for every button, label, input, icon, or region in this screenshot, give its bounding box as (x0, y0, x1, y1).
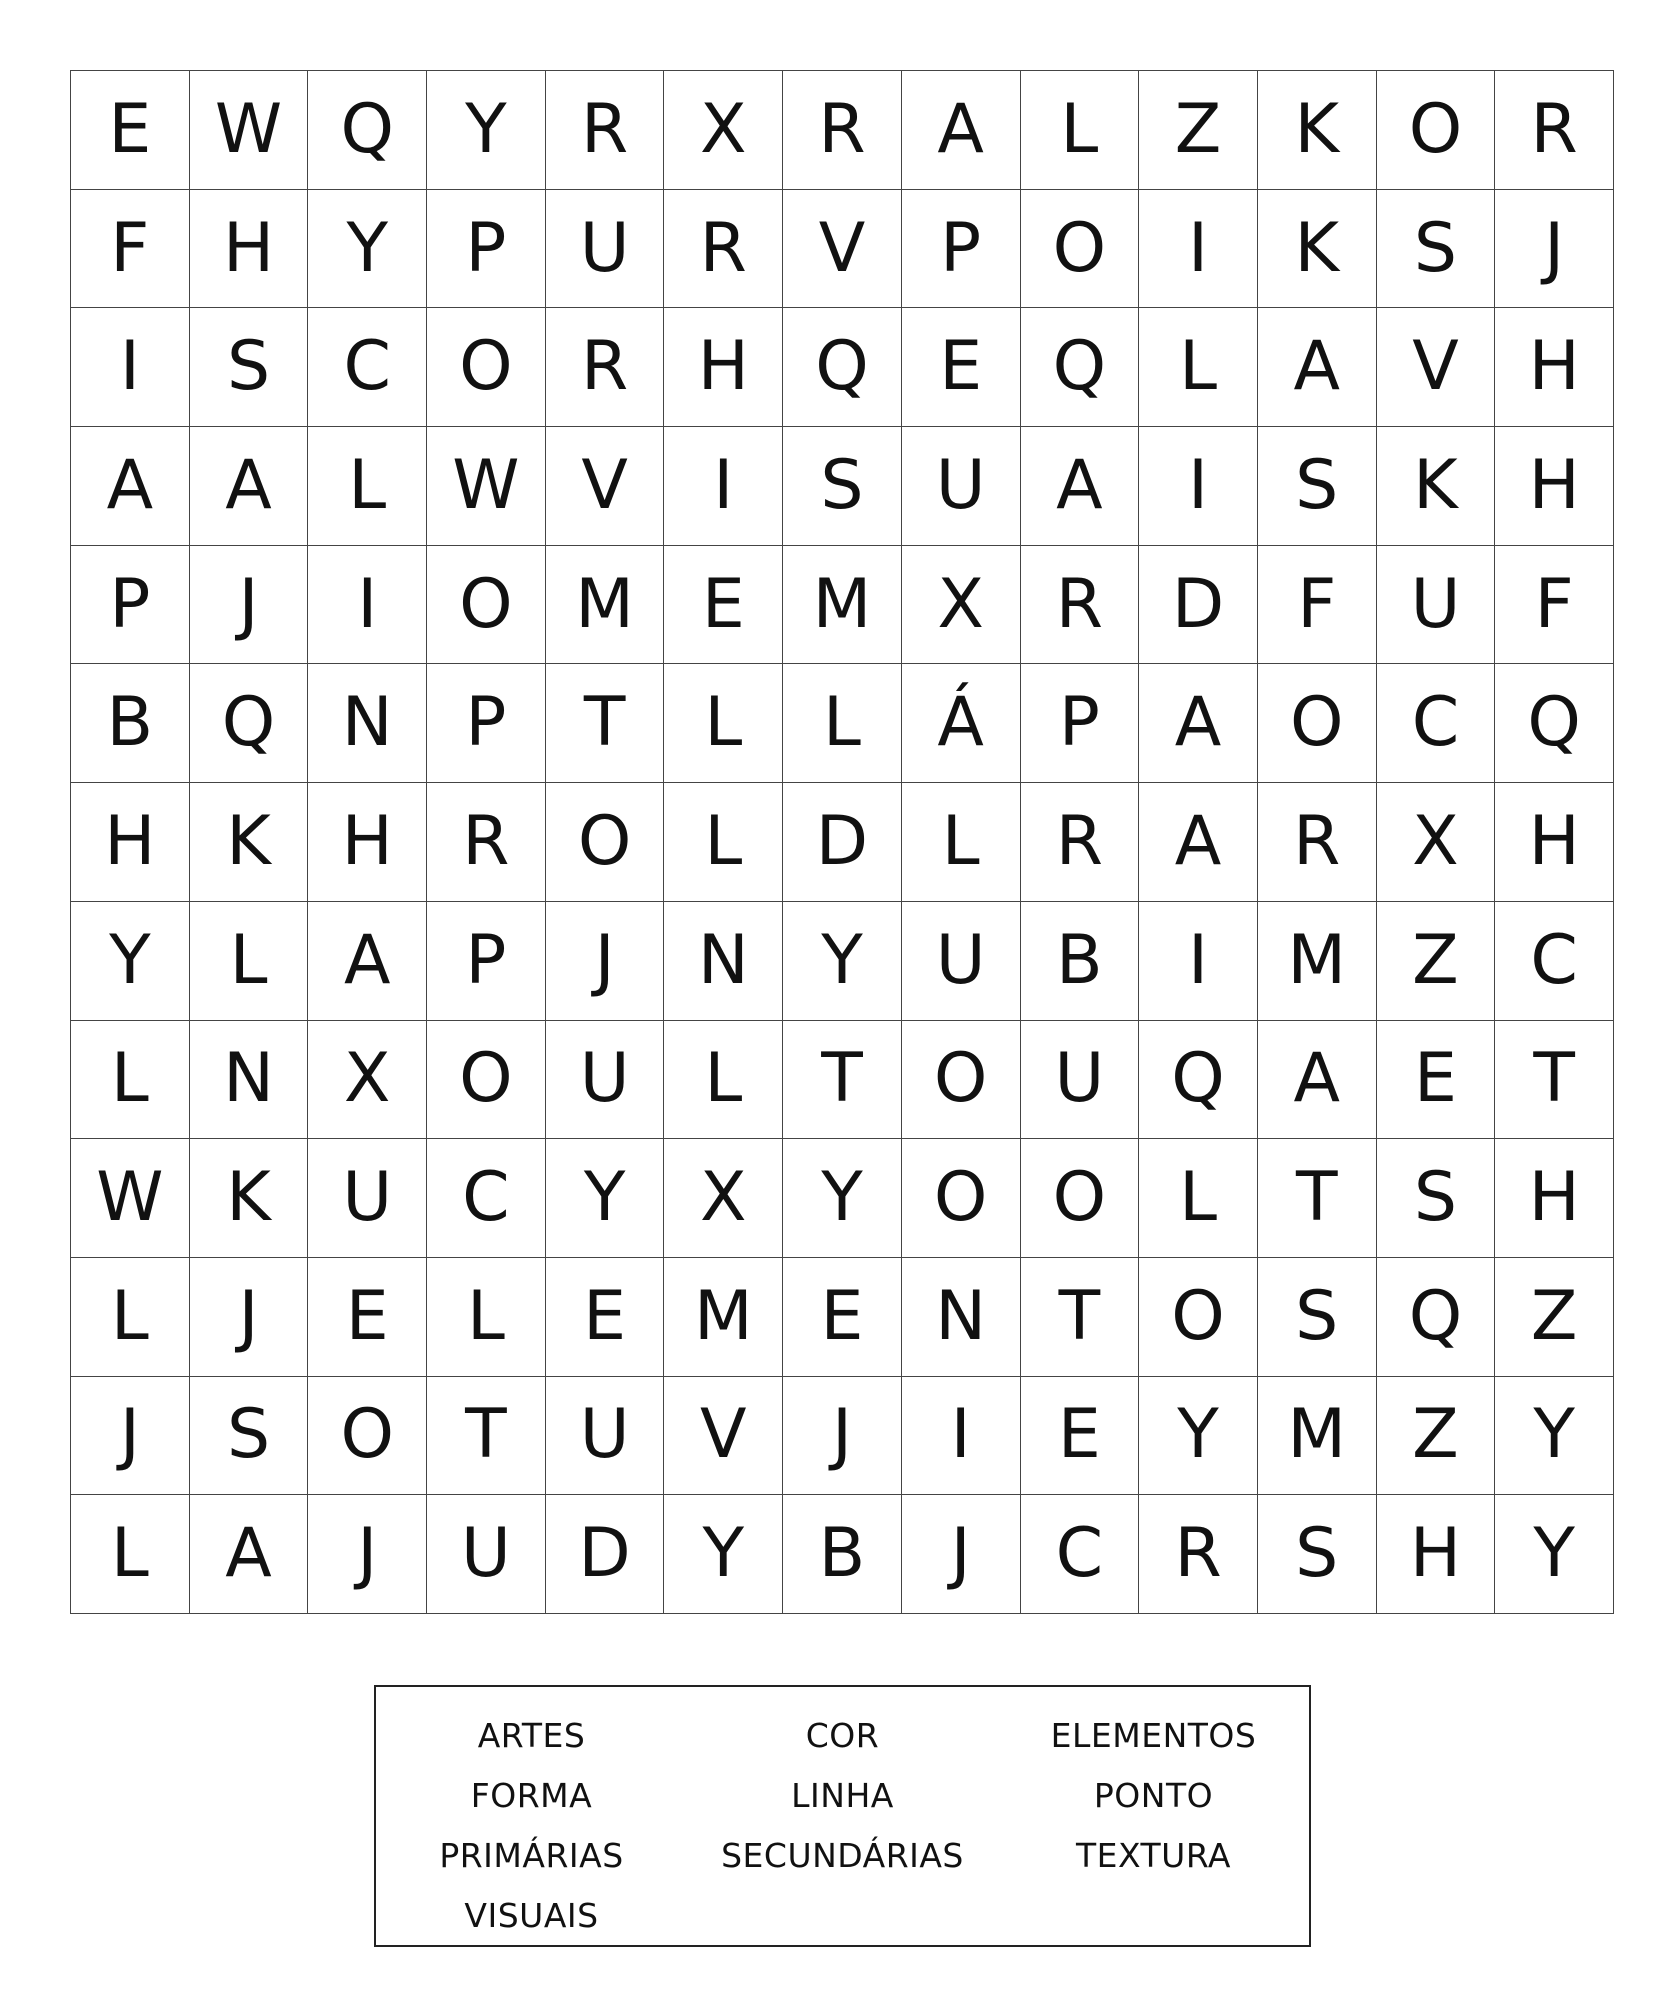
grid-cell[interactable]: Y (1139, 1377, 1258, 1496)
grid-cell[interactable]: H (71, 783, 190, 902)
grid-cell[interactable]: E (664, 546, 783, 665)
grid-cell[interactable]: A (1139, 664, 1258, 783)
grid-cell[interactable]: U (546, 1021, 665, 1140)
grid-cell[interactable]: A (1021, 427, 1140, 546)
grid-cell[interactable]: H (190, 190, 309, 309)
word-list-item: ARTES (477, 1715, 586, 1755)
grid-cell[interactable]: Q (1021, 308, 1140, 427)
grid-cell[interactable]: I (1139, 902, 1258, 1021)
grid-cell[interactable]: R (1021, 783, 1140, 902)
grid-cell[interactable]: S (190, 1377, 309, 1496)
grid-cell[interactable]: I (664, 427, 783, 546)
grid-cell[interactable]: C (427, 1139, 546, 1258)
grid-cell[interactable]: K (1377, 427, 1496, 546)
grid-cell[interactable]: Á (902, 664, 1021, 783)
grid-cell[interactable]: U (546, 190, 665, 309)
grid-cell[interactable]: W (190, 71, 309, 190)
grid-cell[interactable]: X (664, 1139, 783, 1258)
grid-cell[interactable]: M (546, 546, 665, 665)
grid-cell[interactable]: E (71, 71, 190, 190)
grid-cell[interactable]: O (1021, 1139, 1140, 1258)
grid-cell[interactable]: R (1495, 71, 1614, 190)
grid-cell[interactable]: F (71, 190, 190, 309)
grid-cell[interactable]: N (190, 1021, 309, 1140)
grid-cell[interactable]: T (546, 664, 665, 783)
grid-cell[interactable]: N (308, 664, 427, 783)
grid-cell[interactable]: U (902, 427, 1021, 546)
grid-cell[interactable]: L (308, 427, 427, 546)
grid-cell[interactable]: R (664, 190, 783, 309)
grid-cell[interactable]: I (71, 308, 190, 427)
grid-cell[interactable]: P (427, 190, 546, 309)
grid-cell[interactable]: Q (783, 308, 902, 427)
word-list-item: TEXTURA (1075, 1835, 1231, 1875)
grid-cell[interactable]: Q (1139, 1021, 1258, 1140)
grid-cell[interactable]: I (902, 1377, 1021, 1496)
word-list (374, 1685, 1311, 1947)
grid-cell[interactable]: L (664, 1021, 783, 1140)
grid-cell[interactable]: C (308, 308, 427, 427)
grid-cell[interactable]: F (1258, 546, 1377, 665)
grid-cell[interactable]: Y (546, 1139, 665, 1258)
grid-cell[interactable]: O (1258, 664, 1377, 783)
grid-cell[interactable]: S (783, 427, 902, 546)
grid-cell[interactable]: S (1258, 1258, 1377, 1377)
grid-cell[interactable]: Y (1495, 1495, 1614, 1614)
grid-cell[interactable]: O (1377, 71, 1496, 190)
grid-cell[interactable]: A (1258, 308, 1377, 427)
grid-cell[interactable]: U (546, 1377, 665, 1496)
grid-cell[interactable]: T (427, 1377, 546, 1496)
grid-cell[interactable]: P (1021, 664, 1140, 783)
grid-cell[interactable]: P (902, 190, 1021, 309)
grid-cell[interactable]: E (308, 1258, 427, 1377)
grid-cell[interactable]: C (1377, 664, 1496, 783)
grid-cell[interactable]: J (71, 1377, 190, 1496)
grid-cell[interactable]: E (783, 1258, 902, 1377)
grid-cell[interactable]: R (546, 308, 665, 427)
grid-cell[interactable]: H (1377, 1495, 1496, 1614)
grid-cell[interactable]: J (783, 1377, 902, 1496)
grid-cell[interactable]: L (190, 902, 309, 1021)
grid-cell[interactable]: P (427, 902, 546, 1021)
grid-cell[interactable]: T (1495, 1021, 1614, 1140)
grid-cell[interactable]: T (1021, 1258, 1140, 1377)
word-list-item: SECUNDÁRIAS (721, 1835, 964, 1875)
grid-cell[interactable]: V (1377, 308, 1496, 427)
grid-cell[interactable]: U (1021, 1021, 1140, 1140)
grid-cell[interactable]: H (664, 308, 783, 427)
grid-cell[interactable]: M (1258, 902, 1377, 1021)
grid-cell[interactable]: L (1021, 71, 1140, 190)
grid-cell[interactable]: Q (190, 664, 309, 783)
grid-cell[interactable]: O (308, 1377, 427, 1496)
grid-cell[interactable]: K (1258, 190, 1377, 309)
grid-cell[interactable]: V (783, 190, 902, 309)
grid-cell[interactable]: J (190, 1258, 309, 1377)
grid-cell[interactable]: E (546, 1258, 665, 1377)
grid-cell[interactable]: E (902, 308, 1021, 427)
grid-cell[interactable]: U (902, 902, 1021, 1021)
grid-cell[interactable]: C (1021, 1495, 1140, 1614)
grid-cell[interactable]: E (1377, 1021, 1496, 1140)
grid-cell[interactable]: Z (1139, 71, 1258, 190)
word-list-item: LINHA (791, 1775, 894, 1815)
grid-cell[interactable]: A (902, 71, 1021, 190)
grid-cell[interactable]: N (902, 1258, 1021, 1377)
grid-cell[interactable]: I (1139, 190, 1258, 309)
grid-cell[interactable]: Q (308, 71, 427, 190)
letter-grid (70, 70, 1614, 1614)
grid-cell[interactable]: Q (1495, 664, 1614, 783)
grid-cell[interactable]: M (1258, 1377, 1377, 1496)
grid-cell[interactable]: H (1495, 427, 1614, 546)
grid-cell[interactable]: Y (427, 71, 546, 190)
word-list-item: FORMA (470, 1775, 593, 1815)
grid-cell[interactable]: J (308, 1495, 427, 1614)
grid-cell[interactable]: N (664, 902, 783, 1021)
grid-cell[interactable]: X (1377, 783, 1496, 902)
grid-cell[interactable]: X (664, 71, 783, 190)
word-list-item: ELEMENTOS (1050, 1715, 1257, 1755)
grid-cell[interactable]: P (427, 664, 546, 783)
grid-cell[interactable]: S (1258, 1495, 1377, 1614)
grid-cell[interactable]: S (1377, 190, 1496, 309)
grid-cell[interactable]: Y (783, 1139, 902, 1258)
grid-cell[interactable]: T (1258, 1139, 1377, 1258)
grid-cell[interactable]: R (1021, 546, 1140, 665)
grid-cell[interactable]: R (783, 71, 902, 190)
grid-cell[interactable]: H (308, 783, 427, 902)
grid-cell[interactable]: Z (1377, 1377, 1496, 1496)
grid-cell[interactable]: J (902, 1495, 1021, 1614)
grid-cell[interactable]: P (71, 546, 190, 665)
grid-cell[interactable]: D (1139, 546, 1258, 665)
grid-cell[interactable]: Y (664, 1495, 783, 1614)
grid-cell[interactable]: R (546, 71, 665, 190)
grid-cell[interactable]: W (71, 1139, 190, 1258)
grid-cell[interactable]: B (783, 1495, 902, 1614)
word-list-item: VISUAIS (464, 1895, 599, 1935)
grid-cell[interactable]: Q (1377, 1258, 1496, 1377)
grid-cell[interactable]: J (1495, 190, 1614, 309)
grid-cell[interactable]: A (190, 427, 309, 546)
grid-cell[interactable]: V (664, 1377, 783, 1496)
grid-cell[interactable]: O (427, 546, 546, 665)
grid-cell[interactable]: S (1377, 1139, 1496, 1258)
word-list-item: PRIMÁRIAS (439, 1835, 624, 1875)
grid-cell[interactable]: K (190, 783, 309, 902)
grid-cell[interactable]: H (1495, 783, 1614, 902)
grid-cell[interactable]: S (190, 308, 309, 427)
grid-cell[interactable]: K (1258, 71, 1377, 190)
grid-cell[interactable]: O (427, 1021, 546, 1140)
grid-cell[interactable]: E (1021, 1377, 1140, 1496)
grid-cell[interactable]: O (427, 308, 546, 427)
grid-cell[interactable]: X (308, 1021, 427, 1140)
grid-cell[interactable]: B (1021, 902, 1140, 1021)
grid-cell[interactable]: Y (308, 190, 427, 309)
grid-cell[interactable]: A (1258, 1021, 1377, 1140)
grid-cell[interactable]: R (1258, 783, 1377, 902)
grid-cell[interactable]: R (1139, 1495, 1258, 1614)
grid-cell[interactable]: Z (1495, 1258, 1614, 1377)
grid-cell[interactable]: D (546, 1495, 665, 1614)
grid-cell[interactable]: L (783, 664, 902, 783)
grid-cell[interactable]: Y (783, 902, 902, 1021)
grid-cell[interactable]: L (71, 1495, 190, 1614)
grid-cell[interactable]: Y (1495, 1377, 1614, 1496)
grid-cell[interactable]: Y (71, 902, 190, 1021)
grid-cell[interactable]: A (71, 427, 190, 546)
grid-cell[interactable]: K (190, 1139, 309, 1258)
grid-cell[interactable]: A (308, 902, 427, 1021)
grid-cell[interactable]: V (546, 427, 665, 546)
grid-cell[interactable]: L (902, 783, 1021, 902)
grid-cell[interactable]: L (71, 1258, 190, 1377)
grid-cell[interactable]: O (1021, 190, 1140, 309)
grid-cell[interactable]: L (664, 783, 783, 902)
grid-cell[interactable]: M (664, 1258, 783, 1377)
grid-cell[interactable]: J (546, 902, 665, 1021)
grid-cell[interactable]: W (427, 427, 546, 546)
grid-cell[interactable]: M (783, 546, 902, 665)
grid-cell[interactable]: L (664, 664, 783, 783)
grid-cell[interactable]: Z (1377, 902, 1496, 1021)
grid-cell[interactable]: L (1139, 1139, 1258, 1258)
grid-cell[interactable]: R (427, 783, 546, 902)
grid-cell[interactable]: O (1139, 1258, 1258, 1377)
grid-cell[interactable]: L (71, 1021, 190, 1140)
grid-cell[interactable]: F (1495, 546, 1614, 665)
grid-cell[interactable]: O (902, 1139, 1021, 1258)
grid-cell[interactable]: U (1377, 546, 1496, 665)
grid-cell[interactable]: I (308, 546, 427, 665)
grid-cell[interactable]: A (190, 1495, 309, 1614)
word-list-item: PONTO (1093, 1775, 1214, 1815)
grid-cell[interactable]: A (1139, 783, 1258, 902)
grid-cell[interactable]: U (427, 1495, 546, 1614)
grid-cell[interactable]: H (1495, 308, 1614, 427)
grid-cell[interactable]: H (1495, 1139, 1614, 1258)
grid-cell[interactable]: T (783, 1021, 902, 1140)
grid-cell[interactable]: I (1139, 427, 1258, 546)
grid-cell[interactable]: J (190, 546, 309, 665)
grid-cell[interactable]: U (308, 1139, 427, 1258)
grid-cell[interactable]: X (902, 546, 1021, 665)
grid-cell[interactable]: S (1258, 427, 1377, 546)
grid-cell[interactable]: B (71, 664, 190, 783)
grid-cell[interactable]: C (1495, 902, 1614, 1021)
grid-cell[interactable]: D (783, 783, 902, 902)
grid-cell[interactable]: L (427, 1258, 546, 1377)
word-list-item: COR (805, 1715, 880, 1755)
grid-cell[interactable]: L (1139, 308, 1258, 427)
grid-cell[interactable]: O (546, 783, 665, 902)
grid-cell[interactable]: O (902, 1021, 1021, 1140)
